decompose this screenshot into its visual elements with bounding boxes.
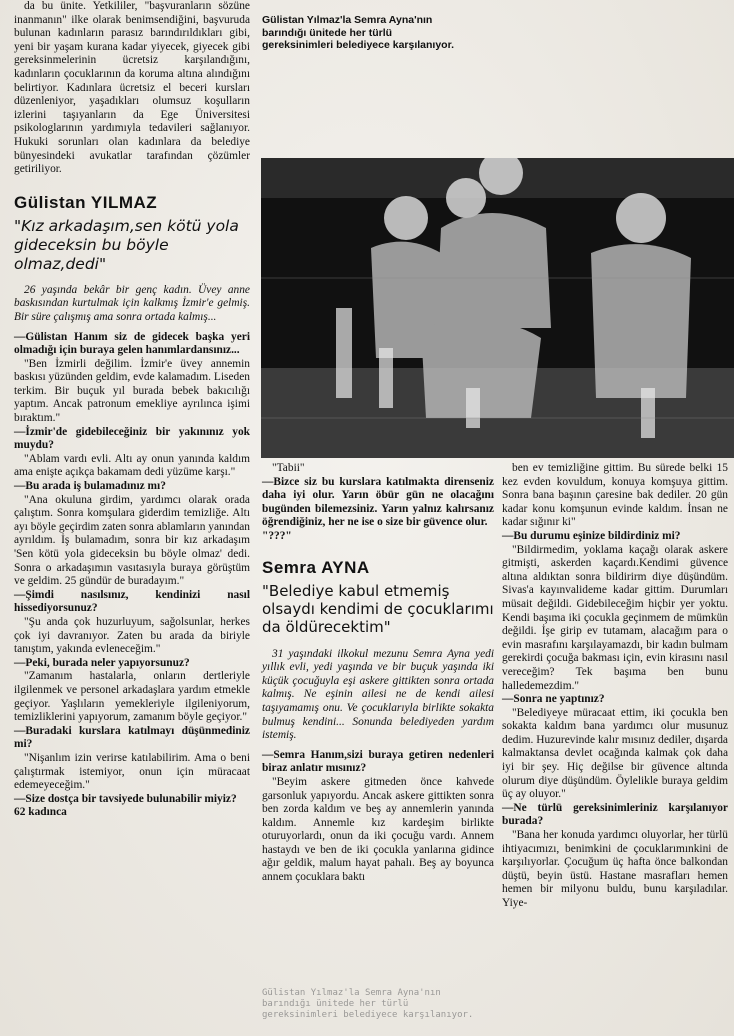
- intro-paragraph: da bu ünite. Yetkililer, "başvuranların sözüne inanmanın" ilke olarak benimsendiğini, başvuruda bulunan kadınların parasız barındırıldıkları gibi, yeni bir yaşam kurana kadar yiyecek, giyecek gibi gereksinmelerinin ücretsiz karşılandığını, kadınların çocuklarının da koruma altına alındığını belirtiyor. Kadınlara ücretsiz el beceri kursları düzenleniyor, yaşadıkları olumsuz koşulların izlerini taşıyanların da Ege Üniversitesi psikologlarının yardımıyla tedavileri sağlanıyor. Hukuki sorunları olan kadınlara da belediye bünyesindeki avukatlar tarafından çözümler getiriliyor.: [14, 0, 250, 176]
- answer-paragraph: "Ana okuluna girdim, yardımcı olarak orada çalıştım. Sonra komşulara giderdim temizliğe. Altı ayı böyle geçirdim zaten sonra ablamların yanından ayrıldım. İş bulamadım, sonra bir kız arkadaşım 'Sen kötü yola gideceksin bu böyle olmaz' dedi. Sonra o arkadaşımın vasıtasıyla buraya görüştüm ve geldim. 25 gündür de buradayım.": [14, 493, 250, 588]
- column-gulistan: [14, 0, 250, 820]
- question-line: —Şimdi nasılsınız, kendinizi nasıl hissediyorsunuz?: [14, 588, 250, 615]
- headline-quote-gulistan: "Kız arkadaşım,sen kötü yola gideceksin bu böyle olmaz,dedi": [14, 216, 239, 273]
- question-line: —Gülistan Hanım siz de gidecek başka yeri olmadığı için buraya gelen hanımlardansınız...: [14, 330, 250, 357]
- lead-gulistan: 26 yaşında bekâr bir genç kadın. Üvey anne baskısından kurtulmak için kalkmış İzmir'e gelmiş. Bir süre çalışmış ama sonra ortada kalmış...: [14, 283, 250, 323]
- question-line: —Bu durumu eşinize bildirdiniz mi?: [502, 529, 681, 542]
- question-line: —Peki, burada neler yapıyorsunuz?: [14, 656, 190, 669]
- answer-paragraph: "Belediyeye müracaat ettim, iki çocukla ben sokakta kaldım bana yardımcı olur musunuz dedim. Huzurevinde kalır mısınız dediler, dışarda kalmaktansa devlet ocağında kalmak çok daha iyi bir şey. Hiç değilse bir güvence altında olurum diye düşündüm. Öylelikle buraya geldim üç ay oluyor.": [502, 706, 728, 801]
- photo-caption: Gülistan Yılmaz'la Semra Ayna'nın barındığı ünitede her türlü gereksinimleri belediyece karşılanıyor.: [262, 14, 455, 51]
- dialogue-semra: [262, 749, 494, 885]
- dialogue-continuation: [262, 462, 494, 544]
- column-semra-right: [502, 462, 728, 911]
- lead-semra: 31 yaşındaki ilkokul mezunu Semra Ayna yedi yıllık evli, yedi yaşında ve bir buçuk yaşında iki küçük çocuğuyla eşi askere gittikten sonra ortada kalmış. Ne eşinin ailesi ne de kendi ailesi taşıyamamış onu. Ve çocuklarıyla birlikte sokakta bulmuş kendini... Sonunda belediyeden yardım istemiş.: [262, 647, 494, 742]
- answer-paragraph: "Şu anda çok huzurluyum, sağolsunlar, herkes çok iyi davranıyor. Zaten bu arada da biriyle tanıştım, yakında evleneceğim.": [14, 615, 250, 656]
- answer-paragraph: "Bana her konuda yardımcı oluyorlar, her türlü ihtiyacımızı, benimkini de çocuklarımınkini de karşılıyorlar. Çocuğum üç hafta önce balkondan düştü, beyin üstü. Hastane masrafları hemen hemen bir milyonu buldu, bunu karşıladılar. Yiye-: [502, 829, 728, 909]
- photo-women-and-children: [261, 158, 734, 458]
- dialogue-semra-continued: [502, 462, 728, 911]
- headline-quote-semra: "Belediye kabul etmemiş olsaydı kendimi de çocuklarımı da öldürecektim": [262, 581, 494, 636]
- interviewee-name-gulistan: Gülistan YILMAZ: [14, 192, 158, 212]
- question-line: —Sonra ne yaptınız?: [502, 693, 605, 706]
- answer-paragraph: "Ben İzmirli değilim. İzmir'e üvey annemin baskısı yüzünden geldim, evde kalamadım. Liseden terkim. Bir buçuk yıl burada bebek bakıcılığı yaptım. Ancak patronum emekliye ayrılınca işimi bıraktım.": [14, 357, 250, 425]
- question-line: —Semra Hanım,sizi buraya getiren nedenleri biraz anlatır mısınız?: [262, 748, 494, 775]
- dialogue-gulistan: [14, 331, 250, 820]
- answer-paragraph: ben ev temizliğine gittim. Bu sürede belki 15 kez evden kovuldum, konuya komşuya gittim. Sonra bana başının çaresine bak dediler. 20 gün kadar konu komşunun evinde kaldım. İnsan ne kadar sığınır ki": [502, 462, 728, 529]
- question-line: —Ne türlü gereksinimleriniz karşılanıyor burada?: [502, 801, 728, 828]
- question-line: —Size dostça bir tavsiyede bulunabilir miyiz?: [14, 792, 237, 805]
- question-line: —Bizce siz bu kurslara katılmakta direnseniz daha iyi olur. Yarın öbür gün ne olacağını bugünden bilemezsiniz. Yarın yalnız kalırsanız öğrendiğiniz, her ne ise o size bir güvence olur.: [262, 475, 494, 529]
- bleed-through-caption: Gülistan Yılmaz'la Semra Ayna'nın barındığı ünitede her türlü gereksinimleri belediyece karşılanıyor.: [262, 988, 474, 1020]
- answer-paragraph: "Zamanım hastalarla, onların dertleriyle ilgilenmek ve personel arkadaşlara yardım etmekle geçiyor. Yaşlıların yemekleriyle ilgileniyorum, temizliklerini yapıyorum, zamanım böyle geçiyor.": [14, 670, 250, 724]
- column-semra-left: [262, 462, 494, 885]
- interviewee-name-semra: Semra AYNA: [262, 557, 370, 577]
- answer-paragraph: "Bildirmedim, yoklama kaçağı olarak askere gitmişti, askerden kaçardı.Kendimi güvence altına aldıktan sonra bildirirm diye düşündüm. Sivas'a kayınvalideme kadar gittim. Durumları müsait değildi. Gidebileceğim hiçbir yer yoktu. Kendi başıma iki çocukla geçinmem de mümkün değildi. İşe girip ev tutamam, alacağım para o evin masrafını karşılayamazdı, bir kadın bulmam gerekirdi çocuğa bakması için, evin kirasını nasıl vereceğim? Tek başıma ben bunu halledemezdim.": [502, 543, 728, 692]
- answer-paragraph: "Tabii": [272, 462, 305, 474]
- question-line: "???": [262, 529, 292, 542]
- question-line: —İzmir'de gidebileceğiniz bir yakınınız yok muydu?: [14, 425, 250, 452]
- question-line: —Bu arada iş bulamadınız mı?: [14, 480, 166, 493]
- question-line: 62 kadınca: [14, 806, 67, 819]
- answer-paragraph: "Beyim askere gitmeden önce kahvede garsonluk yapıyordu. Ancak askere gittikten sonra ben zorda kaldım ve beş ay annemlerin yanında kaldım. Annemle kız kardeşim birlikte oturuyorlardı, onun da iki çocuğu vardı. Annem hastaydı ve ben de iki çocukla yanlarına gidince ağır geldik, malum hayat pahalı. Beş ay boyunca annem çocuklara baktı: [262, 775, 494, 884]
- answer-paragraph: "Ablam vardı evli. Altı ay onun yanında kaldım ama enişte açıkça bakamam dedi yüzüme karşı.": [14, 452, 250, 479]
- question-line: —Buradaki kurslara katılmayı düşünmediniz mi?: [14, 724, 250, 751]
- answer-paragraph: "Nişanlım izin verirse katılabilirim. Ama o beni çalıştırmak istemiyor, onun için müracaat edemeyeceğim.": [14, 751, 250, 792]
